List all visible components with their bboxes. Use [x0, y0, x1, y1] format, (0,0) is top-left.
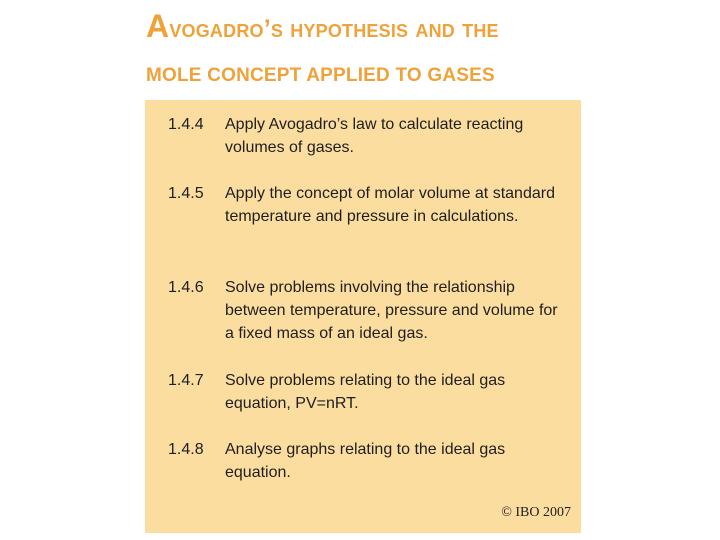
title-line-2: MOLE CONCEPT APPLIED TO GASES [146, 65, 495, 86]
objectives-panel [145, 100, 581, 533]
objective-code: 1.4.6 [168, 279, 204, 296]
objective-text: Solve problems relating to the ideal gas equation, PV=nRT. [225, 372, 506, 412]
objective-code: 1.4.4 [168, 116, 204, 133]
page-title [146, 6, 499, 49]
objective-item [168, 369, 578, 415]
title-line-1: vogadro’s hypothesis and the [169, 15, 499, 43]
objective-item [168, 438, 578, 484]
objective-item [168, 276, 578, 345]
objective-text: Apply the concept of molar volume at standard temperature and pressure in calculations. [225, 185, 555, 225]
objective-code: 1.4.8 [168, 441, 204, 458]
objective-item [168, 113, 578, 159]
objective-text: Analyse graphs relating to the ideal gas equation. [225, 441, 506, 481]
objective-item [168, 182, 578, 251]
objective-code: 1.4.7 [168, 372, 204, 389]
objective-text: Apply Avogadro’s law to calculate reacting volumes of gases. [225, 116, 524, 156]
objective-code: 1.4.5 [168, 185, 204, 202]
copyright-notice: © IBO 2007 [501, 505, 571, 520]
title-initial: A [146, 8, 170, 44]
objective-text: Solve problems involving the relationship between temperature, pressure and volume for a fixed mass of an ideal gas. [225, 279, 558, 342]
